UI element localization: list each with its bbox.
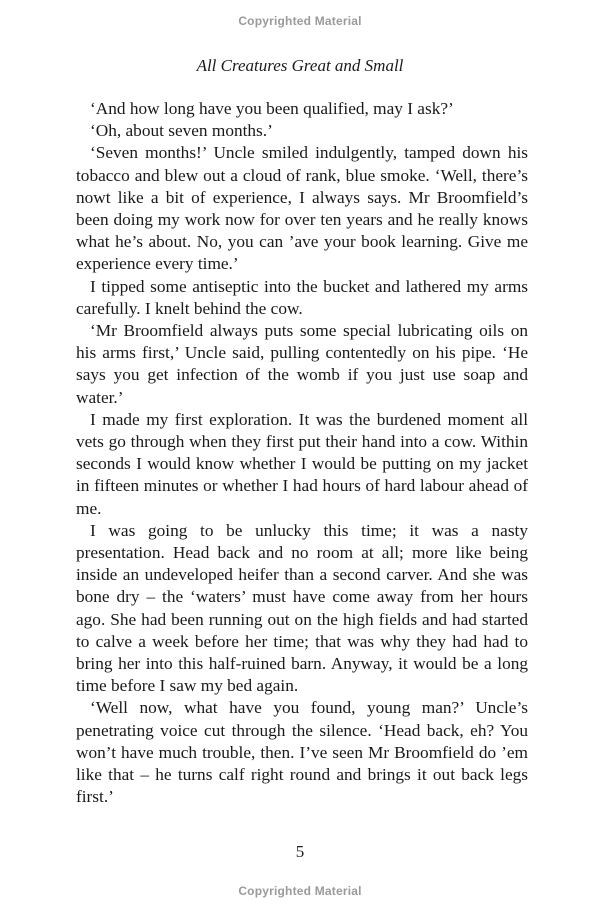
paragraph: I made my first exploration. It was the burdened moment all vets go through when they first put their hand into a cow. Within seconds I would know whether I would be putting on my jacket in fifteen minutes or whether I had hours of hard labour ahead of me. bbox=[76, 409, 528, 518]
body-text bbox=[76, 98, 528, 809]
paragraph: ‘Seven months!’ Uncle smiled indulgently, tamped down his tobacco and blew out a cloud of rank, blue smoke. ‘Well, there’s nowt like a bit of experience, I always says. Mr Broomfield’s been doing my work now for over ten years and he really knows what he’s about. No, you can ’ave your book learning. Give me experience every time.’ bbox=[76, 143, 528, 274]
paragraph: ‘And how long have you been qualified, may I ask?’ bbox=[90, 99, 454, 118]
paragraph: ‘Well now, what have you found, young man?’ Uncle’s penetrating voice cut through the silence. ‘Head back, eh? You won’t have much trouble, then. I’ve seen Mr Broomfield do ’em like that – he turns calf right round and brings it out back legs first.’ bbox=[76, 698, 528, 807]
paragraph: ‘Oh, about seven months.’ bbox=[90, 121, 273, 141]
paragraph: ‘Mr Broomfield always puts some special lubricating oils on his arms first,’ Uncle said, pulling contentedly on his pipe. ‘He says you get infection of the womb if you just use soap and water.’ bbox=[76, 321, 528, 407]
paragraph: I tipped some antiseptic into the bucket and lathered my arms carefully. I knelt behind the cow. bbox=[76, 276, 528, 318]
running-title: All Creatures Great and Small bbox=[196, 56, 404, 75]
copyright-watermark-bottom: Copyrighted Material bbox=[238, 884, 362, 898]
copyright-watermark-top: Copyrighted Material bbox=[238, 14, 362, 28]
page-number: 5 bbox=[295, 842, 305, 861]
paragraph: I was going to be unlucky this time; it was a nasty presentation. Head back and no room at all; more like being inside an undeveloped heifer than a second carver. And she was bone dry – the ‘waters’ must have come away from her hours ago. She had been running out on the high fields and had started to calve a week before her time; that was why they had had to bring her into this half-ruined barn. Anyway, it would be a long time before I saw my bed again. bbox=[76, 520, 528, 696]
